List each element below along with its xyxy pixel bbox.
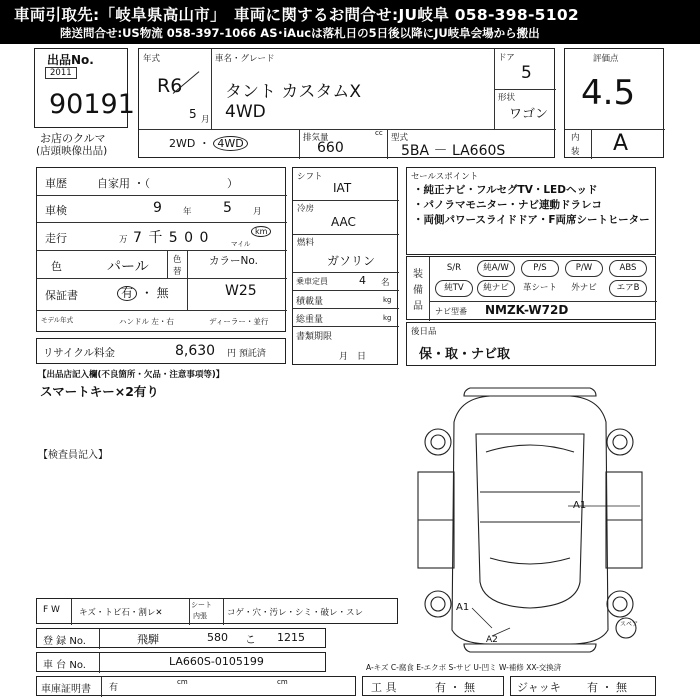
equipment-box bbox=[406, 256, 656, 320]
score-label: 評価点 bbox=[593, 54, 619, 64]
navi-model: NMZK-W72D bbox=[485, 303, 569, 317]
history-box bbox=[36, 167, 286, 332]
registration-class: 580 bbox=[207, 631, 228, 644]
mileage-man: 万 bbox=[119, 235, 128, 245]
registration-box bbox=[36, 628, 326, 648]
drive-2wd: 2WD ・ bbox=[169, 137, 210, 150]
dealer-label: ディーラー・並行 bbox=[209, 317, 269, 326]
vehicle-info-box bbox=[138, 48, 555, 158]
navi-model-label: ナビ型番 bbox=[435, 307, 467, 316]
model-code: 5BA － LA660S bbox=[401, 143, 506, 159]
month-suffix: 月 bbox=[201, 115, 210, 125]
color-change-1: 色 bbox=[173, 255, 182, 265]
drive-4wd-circled: 4WD bbox=[213, 136, 247, 151]
warranty-label: 保証書 bbox=[45, 289, 78, 302]
mileage-label: 走行 bbox=[45, 232, 67, 245]
aftermarket-box bbox=[406, 322, 656, 366]
tools-box bbox=[362, 676, 504, 696]
color-no-label: カラーNo. bbox=[209, 255, 258, 267]
year-label: 年式 bbox=[143, 54, 161, 64]
damage-a1-side: A1 bbox=[573, 500, 587, 511]
sales-point-2: ・パノラマモニター・ナビ連動ドラレコ bbox=[413, 199, 602, 211]
history-label: 車歴 bbox=[45, 177, 67, 190]
capacity-value: 4 bbox=[359, 274, 366, 287]
displacement-value: 660 bbox=[317, 140, 344, 156]
fw-seat-box bbox=[36, 598, 398, 624]
damage-a2-rear: A2 bbox=[486, 635, 498, 645]
door-label: ドア bbox=[498, 53, 515, 63]
garage-cert-unit-2: cm bbox=[277, 678, 288, 686]
equip-sunroof: S/R bbox=[446, 263, 462, 273]
model-year-label: モデル年式 bbox=[41, 316, 74, 324]
aftermarket-value: 保・取・ナビ取 bbox=[419, 347, 511, 362]
recycle-box bbox=[36, 338, 286, 364]
inspector-label: 【検査員記入】 bbox=[38, 450, 108, 461]
inspection-month-unit: 月 bbox=[253, 207, 262, 217]
color-no: W25 bbox=[225, 283, 257, 299]
equip-aftermarket-navi: 外ナビ bbox=[571, 283, 597, 293]
damage-legend: A-キズ C-腐食 E-エクボ S-サビ U-凹ミ W-補修 XX-交換済 bbox=[366, 663, 562, 672]
lot-year-tag: 2011 bbox=[45, 67, 77, 79]
fw-label: F W bbox=[43, 605, 60, 615]
interior-label-1: 内 bbox=[571, 133, 580, 143]
shift-value: IAT bbox=[333, 181, 352, 195]
interior-grade: A bbox=[613, 131, 629, 156]
fuel-value: ガソリン bbox=[327, 254, 376, 268]
gross-label: 総重量 bbox=[296, 315, 324, 325]
transport-contact-line: 陸送問合せ:US物流 058-397-1066 AS･iAucは落札日の5日後以降にJU岐阜会場から搬出 bbox=[60, 26, 540, 40]
equipment-label-1: 装 bbox=[413, 269, 423, 280]
cooling-label: 冷房 bbox=[297, 204, 315, 214]
fuel-label: 燃料 bbox=[297, 238, 315, 248]
warranty-no: ・ 無 bbox=[140, 286, 169, 300]
door-count: 5 bbox=[521, 63, 532, 83]
store-video-label: (店頭映像出品) bbox=[36, 145, 108, 157]
equip-power-window: P/W bbox=[565, 260, 603, 277]
recycle-value: 8,630 bbox=[175, 343, 216, 359]
load-unit: kg bbox=[383, 296, 392, 304]
chassis-number: LA660S-0105199 bbox=[169, 655, 264, 668]
jack-box bbox=[510, 676, 656, 696]
equip-power-steering: P/S bbox=[521, 260, 559, 277]
header-bar bbox=[0, 0, 700, 44]
sales-points-label: セールスポイント bbox=[411, 172, 479, 182]
equip-navi: 純ナビ bbox=[477, 280, 515, 297]
store-car-label: お店のクルマ bbox=[40, 132, 106, 145]
mechanics-box bbox=[292, 167, 398, 365]
damage-diagram bbox=[400, 382, 670, 654]
fw-value: キズ・トビ石・割レ✕ bbox=[79, 608, 163, 618]
shape-label: 形状 bbox=[498, 93, 516, 103]
equip-airbag: エアB bbox=[609, 280, 647, 297]
grade-score: 4.5 bbox=[581, 73, 636, 113]
mileage-unit-mile: マイル bbox=[231, 240, 251, 248]
lot-number: 90191 bbox=[49, 89, 135, 120]
gross-unit: kg bbox=[383, 314, 392, 322]
expiry-unit: 月 日 bbox=[339, 352, 367, 362]
history-value: 自家用 ・（ ） bbox=[97, 177, 238, 190]
notes-value: スマートキー×2有り bbox=[40, 384, 159, 399]
grade-box bbox=[564, 48, 664, 158]
color-label: 色 bbox=[51, 260, 62, 273]
spare-label: スペア bbox=[620, 621, 639, 628]
chassis-label: 車 台 No. bbox=[43, 660, 86, 671]
garage-cert-box bbox=[36, 676, 356, 696]
mileage-digits: 7 千 5 0 0 bbox=[133, 230, 210, 246]
equip-leather-seat: 革シート bbox=[522, 283, 557, 293]
inspection-month: 5 bbox=[223, 200, 232, 216]
inspection-year: 9 bbox=[153, 200, 162, 216]
displacement-unit: cc bbox=[375, 129, 383, 137]
registration-kana: こ bbox=[245, 633, 256, 646]
registration-area: 飛騨 bbox=[137, 633, 159, 646]
equip-abs: ABS bbox=[609, 260, 647, 277]
seat-value: コゲ・穴・汚レ・シミ・破レ・スレ bbox=[227, 608, 364, 618]
lot-label: 出品No. bbox=[47, 53, 94, 67]
lot-number-box bbox=[34, 48, 135, 128]
load-label: 積載量 bbox=[296, 297, 324, 307]
sales-point-3: ・両側パワースライドドア・F両席シートヒーター bbox=[413, 214, 650, 226]
body-shape: ワゴン bbox=[509, 107, 549, 122]
chassis-box bbox=[36, 652, 326, 672]
year-era: R6 bbox=[157, 75, 183, 97]
garage-cert-unit-1: cm bbox=[177, 678, 188, 686]
recycle-label: リサイクル料金 bbox=[43, 347, 116, 359]
car-drive: 4WD bbox=[225, 102, 266, 122]
shift-label: シフト bbox=[297, 172, 323, 182]
displacement-label: 排気量 bbox=[303, 133, 329, 143]
tools-label: 工 具 bbox=[371, 681, 397, 694]
car-name: タント カスタムX bbox=[225, 82, 362, 102]
seat-label-1: シート bbox=[191, 601, 212, 609]
garage-cert-label: 車庫証明書 bbox=[41, 684, 91, 695]
notes-label: 【出品店記入欄(不良箇所・欠品・注意事項等)】 bbox=[38, 370, 225, 380]
registration-number: 1215 bbox=[277, 631, 305, 644]
color-change-2: 替 bbox=[173, 267, 182, 277]
equip-alloy-wheel: 純A/W bbox=[477, 260, 515, 277]
expiry-label: 書類期限 bbox=[296, 332, 333, 342]
color-value: パール bbox=[107, 259, 149, 275]
equip-tv: 純TV bbox=[435, 280, 473, 297]
equipment-label-3: 品 bbox=[413, 301, 423, 312]
handle-label: ハンドル 左・右 bbox=[119, 317, 174, 326]
year-month: 5 bbox=[189, 107, 197, 121]
capacity-label: 乗車定員 bbox=[296, 277, 328, 286]
registration-label: 登 録 No. bbox=[43, 636, 86, 647]
mileage-unit-km: km bbox=[251, 226, 271, 237]
cooling-value: AAC bbox=[331, 215, 356, 229]
model-label: 型式 bbox=[391, 133, 409, 143]
sales-points-box bbox=[406, 167, 656, 255]
drive-options bbox=[169, 135, 248, 151]
warranty-yes-circled: 有 bbox=[117, 286, 137, 301]
pickup-contact-line: 車両引取先:「岐阜県高山市」 車両に関するお問合せ:JU岐阜 058-398-5102 bbox=[14, 6, 580, 24]
inspection-label: 車検 bbox=[45, 204, 67, 217]
interior-label-2: 装 bbox=[571, 147, 580, 157]
tools-value: 有 ・ 無 bbox=[435, 681, 475, 694]
capacity-unit: 名 bbox=[381, 278, 390, 288]
name-grade-label: 車名・グレード bbox=[215, 54, 275, 64]
jack-label: ジャッキ bbox=[517, 681, 561, 694]
damage-a1-rear: A1 bbox=[456, 602, 470, 613]
sales-point-1: ・純正ナビ・フルセグTV・LEDヘッド bbox=[413, 184, 598, 196]
warranty-options bbox=[117, 284, 169, 301]
aftermarket-label: 後日品 bbox=[411, 327, 437, 337]
equipment-label-2: 備 bbox=[413, 285, 423, 296]
inspection-year-unit: 年 bbox=[183, 207, 192, 217]
jack-value: 有 ・ 無 bbox=[587, 681, 627, 694]
garage-cert-yes: 有 bbox=[109, 683, 119, 693]
seat-label-2: 内張 bbox=[193, 612, 207, 620]
recycle-unit: 円 預託済 bbox=[227, 349, 266, 359]
